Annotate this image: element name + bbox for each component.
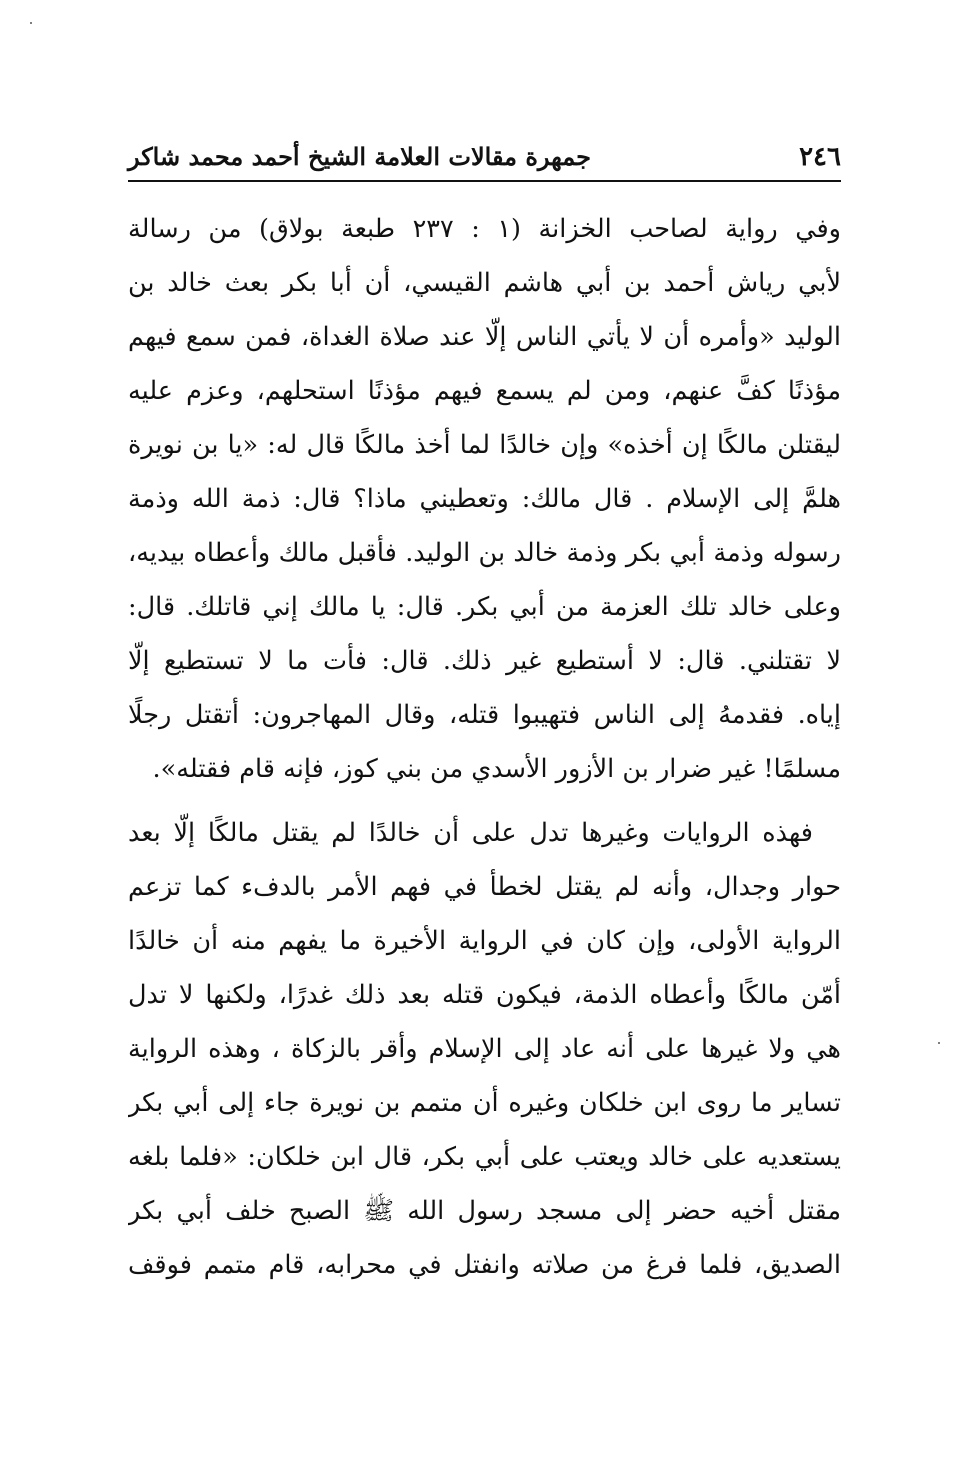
text-line: يستعديه على خالد ويعتب على أبي بكر، قال ابن خلكان: «فلما بلغه	[128, 1142, 841, 1172]
text-line: فهذه الروايات وغيرها تدل على أن خالدًا لم يقتل مالكًا إلّا بعد	[128, 818, 813, 848]
paragraph-1	[128, 202, 841, 796]
body-text	[128, 202, 841, 1292]
text-line: حوار وجدال، وأنه لم يقتل لخطأ في فهم الأمر بالدفء كما تزعم	[128, 872, 841, 902]
text-line: مؤذنًا كفَّ عنهم، ومن لم يسمع فيهم مؤذنًا استحلهم، وعزم عليه	[128, 376, 841, 406]
text-line: الرواية الأولى، وإن كان في الرواية الأخيرة ما يفهم منه أن خالدًا	[128, 926, 841, 956]
page-header	[128, 138, 841, 178]
text-line: وعلى خالد تلك العزمة من أبي بكر. قال: يا مالك إني قاتلك. قال:	[128, 592, 841, 622]
text-line: وفي رواية لصاحب الخزانة (١ : ٢٣٧ طبعة بولاق) من رسالة	[128, 214, 841, 244]
page-number: ٢٤٦	[799, 142, 841, 172]
text-line: إياه. فقدمهُ إلى الناس فتهيبوا قتله، وقال المهاجرون: أتقتل رجلًا	[128, 700, 841, 730]
text-line: مسلمًا! غير ضرار بن الأزور الأسدي من بني كوز، فإنه قام فقتله».	[152, 754, 841, 784]
paragraph-gap	[128, 796, 841, 806]
text-line: هي ولا غيرها على أنه عاد إلى الإسلام وأقر بالزكاة ، وهذه الرواية	[128, 1034, 841, 1064]
text-line: الصديق، فلما فرغ من صلاته وانفتل في محرابه، قام متمم فوقف	[128, 1250, 841, 1280]
scan-speck	[30, 22, 32, 24]
text-line: هلمَّ إلى الإسلام . قال مالك: وتعطيني ماذا؟ قال: ذمة الله وذمة	[128, 484, 841, 514]
running-title: جمهرة مقالات العلامة الشيخ أحمد محمد شاكر	[128, 142, 591, 171]
text-line: الوليد «وأمره أن لا يأتي الناس إلّا عند صلاة الغداة، فمن سمع فيهم	[128, 322, 841, 352]
text-line: ليقتلن مالكًا إن أخذه» وإن خالدًا لما أخذ مالكًا قال له: «يا بن نويرة	[128, 430, 841, 460]
text-line: مقتل أخيه حضر إلى مسجد رسول الله ﷺ الصبح خلف أبي بكر	[128, 1196, 841, 1226]
text-line: تساير ما روى ابن خلكان وغيره أن متمم بن نويرة جاء إلى أبي بكر	[128, 1088, 841, 1118]
text-line: أمّن مالكًا وأعطاه الذمة، فيكون قتله بعد ذلك غدرًا، ولكنها لا تدل	[128, 980, 841, 1010]
scan-speck	[938, 1042, 940, 1044]
text-line: لأبي رياش أحمد بن أبي هاشم القيسي، أن أبا بكر بعث خالد بن	[128, 268, 841, 298]
text-line: رسوله وذمة أبي بكر وذمة خالد بن الوليد. فأقبل مالك وأعطاه بيديه،	[128, 538, 841, 568]
text-line: لا تقتلني. قال: لا أستطيع غير ذلك. قال: فأت ما لا تستطيع إلّا	[128, 646, 841, 676]
header-divider	[128, 180, 841, 182]
paragraph-2	[128, 806, 841, 1292]
